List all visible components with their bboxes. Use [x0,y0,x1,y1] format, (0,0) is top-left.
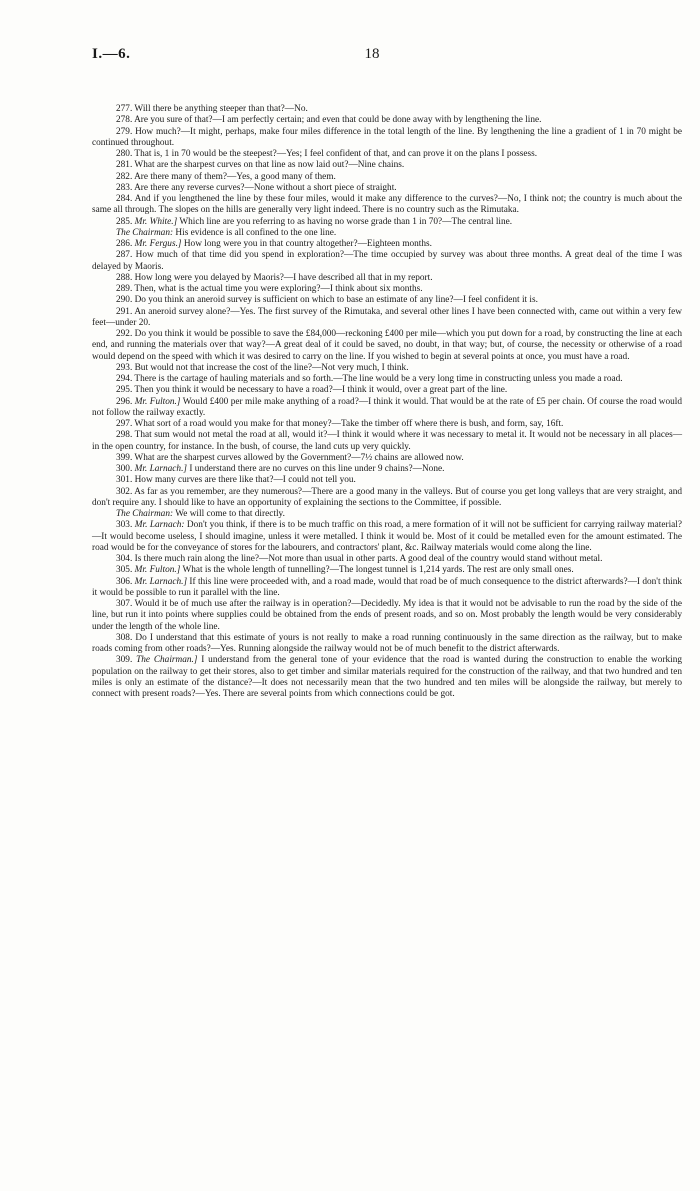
speaker-name: Mr. Fulton.] [134,396,181,407]
paragraph-text: I understand there are no curves on this line under 9 chains?—None. [187,464,445,474]
question-answer [92,453,682,464]
paragraph-text: 281. What are the sharpest curves on that line as now laid out?—Nine chains. [116,160,405,171]
question-answer [92,183,682,194]
paragraph-text: 298. That sum would not metal the road at all, would it?—I think it would where it was necessary to metal it. It would not be necessary in all places—in the open country, for instance. In the bush, of course, the land cuts up very quickly. [92,430,682,452]
question-answer [92,284,682,295]
paragraph-text: What is the whole length of tunnelling?—The longest tunnel is 1,214 yards. The rest are only small ones. [180,565,574,576]
question-number: 306. [116,576,135,587]
question-answer [92,633,682,656]
question-answer [92,115,682,126]
question-answer [92,273,682,284]
paragraph-text: His evidence is all confined to the one line. [173,227,337,238]
speaker-name: Mr. Larnach.] [134,576,188,587]
question-number: 309. [116,655,137,666]
paragraph-text: We will come to that directly. [173,509,285,519]
paragraph-text: 278. Are you sure of that?—I am perfectly certain; and even that could be done away with by lengthening the line. [116,115,542,126]
question-answer [92,475,682,486]
question-answer [92,127,682,150]
speaker-name: The Chairman.] [136,655,198,666]
paragraph-text: 293. But would not that increase the cost of the line?—Not very much, I think. [116,362,409,373]
paragraph-text: 289. Then, what is the actual time you were exploring?—I think about six months. [116,284,423,294]
paragraph-text: If this line were proceeded with, and a road made, would that road be of much consequence to the district afterwards?—I don't think it would be possible to run it parallel with the line. [92,576,682,598]
paragraph-text: 302. As far as you remember, are they numerous?—There are a good many in the valleys. But of course you get long valleys that are very straight, and don't require any. I should like to have an opportunity of explaining the sections to the Committee, if possible. [92,486,682,508]
page-number: 18 [364,46,380,62]
question-answer [92,160,682,171]
question-answer [92,104,682,115]
speaker-name: Mr. White.] [134,216,178,227]
question-answer [92,464,682,475]
paragraph-text: Don't you think, if there is to be much traffic on this road, a mere formation of it will not be sufficient for carrying railway material?—It would become useless, I should imagine, unless it were metalled. I think it would be. Most of it could be metalled even for the amount estimated. The road would be for the conveyance of stores for the labourers, and contractors' plant, &c. Railway materials would come along the line. [92,520,683,553]
speaker-name: The Chairman: [116,227,174,238]
question-answer [92,577,682,600]
question-answer [92,397,682,420]
evidence-body [92,104,682,700]
speaker-name: The Chairman: [116,509,174,519]
paragraph-text: 295. Then you think it would be necessary to have a road?—I think it would, over a great part of the line. [116,385,508,396]
paragraph-text: 280. That is, 1 in 70 would be the steepest?—Yes; I feel confident of that, and can prove it on the plans I possess. [116,149,538,159]
question-answer [92,217,682,228]
paragraph-text: 288. How long were you delayed by Maoris?—I have described all that in my report. [116,272,433,283]
question-answer [92,520,682,554]
paragraph-text: 308. Do I understand that this estimate of yours is not really to make a road running continuously in the same direction as the railway, but to make roads coming from other roads?—Yes. Running alongside the railway would not be of much benefit to the district afterwards. [92,632,682,654]
question-answer [92,239,682,250]
question-answer [92,374,682,385]
paragraph-text: 282. Are there many of them?—Yes, a good many of them. [116,171,336,182]
question-answer [92,295,682,306]
question-answer [92,363,682,374]
question-answer [92,655,682,700]
paragraph-text: 307. Would it be of much use after the railway is in operation?—Decidedly. My idea is that it would not be advisable to run the road by the side of the line, but run it into points where supplies could be obtained from the ends of present roads, and so on. Most probably the length would be very considerably under the length of the whole line. [92,599,682,632]
paragraph-text: How long were you in that country altogether?—Eighteen months. [181,239,432,249]
paragraph-text: 284. And if you lengthened the line by these four miles, would it make any difference to the curves?—No, I think not; the country is much about the same all through. The slopes on the hills are generally very light indeed. There is no country such as the Rimutaka. [92,194,682,216]
question-number: 296. [116,396,135,407]
paragraph-text: I understand from the general tone of your evidence that the road is wanted during the construction to enable the working population on the railway to get their stores, also to get timber and similar materials required for the construction of the railway, and that two hundred and ten miles is only an estimate of the distance?—It does not necessarily mean that the two hundred and ten miles will be alongside the railway, but merely to connect with present roads?—Yes. There are several points from which connections could be got. [92,655,683,699]
paragraph-text: Would £400 per mile make anything of a road?—I think it would. That would be at the rate of £5 per chain. Of course the road would not follow the railway exactly. [92,396,683,418]
paragraph-text: 287. How much of that time did you spend in exploration?—The time occupied by survey was about three months. A great deal of the time I was delayed by Maoris. [92,250,682,272]
paragraph-text: Which line are you referring to as having no worse grade than 1 in 70?—The central line. [177,216,513,227]
paragraph-text: 292. Do you think it would be possible to save the £84,000—reckoning £400 per mile—which you put down for a road, by constructing the line at each end, and running the materials over that way?—A great deal of it could be saved, no doubt, in that way; but, of course, the necessity or otherwise of a road would depend on the speed with which it was desired to carry on the line. If you wished to begin at several points at once, you must have a road. [92,329,682,362]
question-answer [92,554,682,565]
paragraph-text: 283. Are there any reverse curves?—None without a short piece of straight. [116,182,397,193]
question-number: 305. [116,565,135,576]
question-answer [92,385,682,396]
paragraph-text: 277. Will there be anything steeper than that?—No. [116,104,308,114]
paragraph-text: 399. What are the sharpest curves allowed by the Government?—7½ chains are allowed now. [116,452,464,463]
question-answer [92,329,682,363]
question-answer [92,172,682,183]
paragraph-text: 290. Do you think an aneroid survey is sufficient on which to base an estimate of any line?—I feel confident it is. [116,295,538,306]
speaker-name: Mr. Larnach.] [134,464,188,474]
question-number: 300. [116,464,135,474]
question-answer [92,599,682,633]
question-answer [92,430,682,453]
question-answer [92,419,682,430]
question-answer [92,565,682,576]
paragraph-text: 294. There is the cartage of hauling materials and so forth.—The line would be a very long time in constructing unless you made a road. [116,374,623,384]
speaker-name: Mr. Larnach: [134,520,185,531]
paragraph-text: 301. How many curves are there like that?—I could not tell you. [116,475,356,486]
paragraph-text: 291. An aneroid survey alone?—Yes. The first survey of the Rimutaka, and several other lines I have been connected with, came out within a very few feet—under 20. [92,306,682,328]
question-answer [92,487,682,510]
speaker-name: Mr. Fergus.] [134,239,182,249]
question-answer [92,194,682,217]
speaker-name: Mr. Fulton.] [134,565,181,576]
question-number: 285. [116,216,135,227]
question-answer [92,307,682,330]
paragraph-text: 304. Is there much rain along the line?—Not more than usual in other parts. A good deal of the country would stand without metal. [116,554,603,564]
question-number: 286. [116,239,135,249]
paragraph-text: 279. How much?—It might, perhaps, make four miles difference in the total length of the line. By lengthening the line a gradient of 1 in 70 might be continued throughout. [92,126,682,148]
chairman-remark [92,509,682,520]
document-reference: I.—6. [92,46,131,62]
question-answer [92,149,682,160]
question-answer [92,250,682,273]
page-header [92,46,682,68]
chairman-remark [92,228,682,239]
paragraph-text: 297. What sort of a road would you make for that money?—Take the timber off where there is bush, and form, say, 16ft. [116,419,564,429]
question-number: 303. [116,520,135,531]
